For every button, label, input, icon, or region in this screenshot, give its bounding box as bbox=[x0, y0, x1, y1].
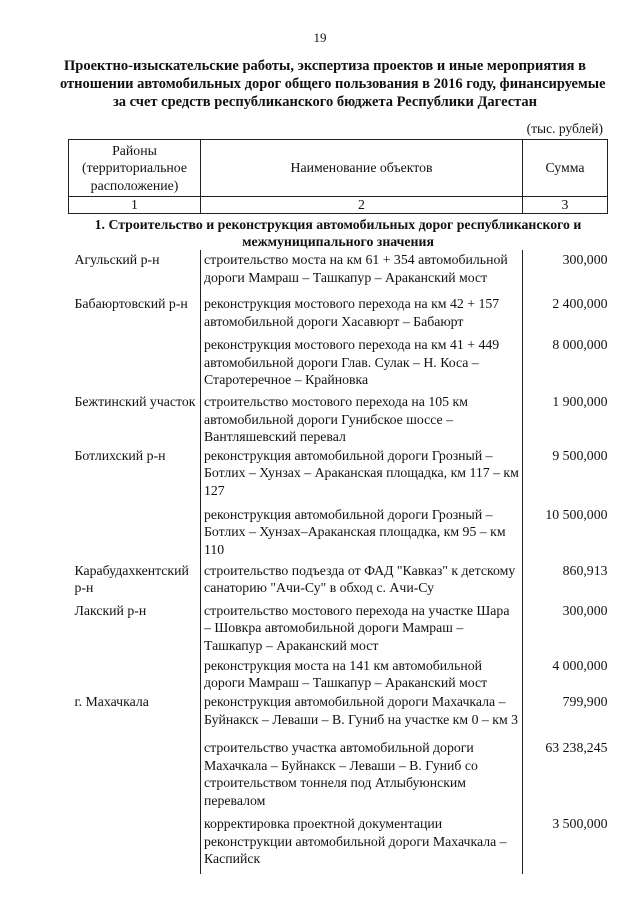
sum-cell: 9 500,000 bbox=[552, 447, 608, 463]
section-heading-row bbox=[69, 214, 608, 251]
object-cell: реконструкция мостового перехода на км 42 + 157 автомобильной дороги Хасавюрт – Бабаюрт bbox=[201, 294, 523, 335]
title-line-2: отношении автомобильных дорог общего пользования в 2016 году, финансируемые bbox=[60, 76, 606, 92]
table-row bbox=[69, 446, 608, 505]
table-row bbox=[69, 738, 608, 814]
district-cell: Лакский р-н bbox=[74, 602, 147, 618]
table-row bbox=[69, 692, 608, 738]
district-cell bbox=[69, 505, 201, 561]
district-cell: Бежтинский участок bbox=[74, 394, 196, 409]
column-number-2: 2 bbox=[201, 197, 523, 214]
district-cell: Бабаюртовский р-н bbox=[74, 296, 188, 311]
section-title: 1. Строительство и реконструкция автомобильных дорог республиканского и межмуниципального значения bbox=[94, 217, 582, 249]
table-row bbox=[69, 335, 608, 392]
object-cell: реконструкция автомобильной дороги Грозный – Ботлих – Хунзах – Араканская площадка, км 117 – км 127 bbox=[201, 446, 523, 505]
table-row bbox=[69, 656, 608, 692]
header-row bbox=[69, 140, 608, 197]
sum-cell: 10 500,000 bbox=[545, 506, 608, 522]
district-cell bbox=[69, 656, 201, 692]
table-row bbox=[69, 814, 608, 874]
table-row bbox=[69, 392, 608, 446]
column-number-row bbox=[69, 197, 608, 214]
object-cell: строительство участка автомобильной дороги Махачкала – Буйнакск – Леваши – В. Гуниб со строительством тоннеля под Атлыбуюнским перевалом bbox=[201, 738, 523, 814]
object-cell: реконструкция мостового перехода на км 41 + 449 автомобильной дороги Глав. Сулак – Н. Коса – Старотеречное – Крайновка bbox=[201, 335, 523, 392]
title-line-3: за счет средств республиканского бюджета Республики Дагестан bbox=[112, 94, 538, 110]
sum-cell: 8 000,000 bbox=[552, 337, 608, 352]
units-label: (тыс. рублей) bbox=[526, 121, 603, 136]
object-cell: строительство подъезда от ФАД "Кавказ" к детскому санаторию "Ачи-Су" в обход с. Ачи-Су bbox=[201, 561, 523, 601]
header-object: Наименование объектов bbox=[201, 140, 523, 197]
document-title bbox=[60, 57, 606, 111]
district-cell bbox=[69, 335, 201, 392]
table-row bbox=[69, 505, 608, 561]
table-row bbox=[69, 601, 608, 656]
table-row bbox=[69, 250, 608, 294]
sum-cell: 1 900,000 bbox=[552, 394, 608, 409]
table-row bbox=[69, 561, 608, 601]
object-cell: строительство мостового перехода на 105 км автомобильной дороги Гунибское шоссе – Вантляшевский перевал bbox=[201, 392, 523, 446]
object-cell: реконструкция автомобильной дороги Грозный – Ботлих – Хунзах–Араканская площадка, км 95 – км 110 bbox=[201, 505, 523, 561]
district-cell: Ботлихский р-н bbox=[74, 447, 166, 463]
sum-cell: 300,000 bbox=[562, 602, 608, 618]
page-number: 19 bbox=[313, 30, 327, 45]
sum-cell: 860,913 bbox=[562, 562, 608, 578]
object-cell: реконструкция автомобильной дороги Махачкала – Буйнакск – Леваши – В. Гуниб на участке км 0 – км 3 bbox=[201, 692, 523, 738]
district-cell: г. Махачкала bbox=[74, 693, 149, 709]
header-district: Районы (территориальное расположение) bbox=[69, 140, 201, 197]
sum-cell: 2 400,000 bbox=[552, 296, 608, 311]
district-cell bbox=[69, 814, 201, 874]
column-number-3: 3 bbox=[523, 197, 608, 214]
district-cell: Карабудахкентский р-н bbox=[74, 562, 189, 596]
sum-cell: 63 238,245 bbox=[545, 739, 608, 755]
title-line-1: Проектно-изыскательские работы, экспертиза проектов и иные мероприятия в bbox=[64, 58, 586, 74]
object-cell: строительство моста на км 61 + 354 автомобильной дороги Мамраш – Ташкапур – Араканский мост bbox=[201, 250, 523, 294]
sum-cell: 4 000,000 bbox=[552, 657, 608, 673]
sum-cell: 799,900 bbox=[562, 693, 608, 709]
object-cell: строительство мостового перехода на участке Шара – Шовкра автомобильной дороги Мамраш – Ташкапур – Араканский мост bbox=[201, 601, 523, 656]
header-sum: Сумма bbox=[523, 140, 608, 197]
object-cell: корректировка проектной документации реконструкции автомобильной дороги Махачкала – Каспийск bbox=[201, 814, 523, 874]
budget-table-container bbox=[68, 139, 607, 874]
district-cell bbox=[69, 738, 201, 814]
district-cell: Агульский р-н bbox=[74, 252, 160, 267]
sum-cell: 3 500,000 bbox=[552, 815, 608, 831]
object-cell: реконструкция моста на 141 км автомобильной дороги Мамраш – Ташкапур – Араканский мост bbox=[201, 656, 523, 692]
column-number-1: 1 bbox=[69, 197, 201, 214]
table-row bbox=[69, 294, 608, 335]
sum-cell: 300,000 bbox=[562, 252, 608, 267]
budget-table bbox=[68, 139, 608, 874]
